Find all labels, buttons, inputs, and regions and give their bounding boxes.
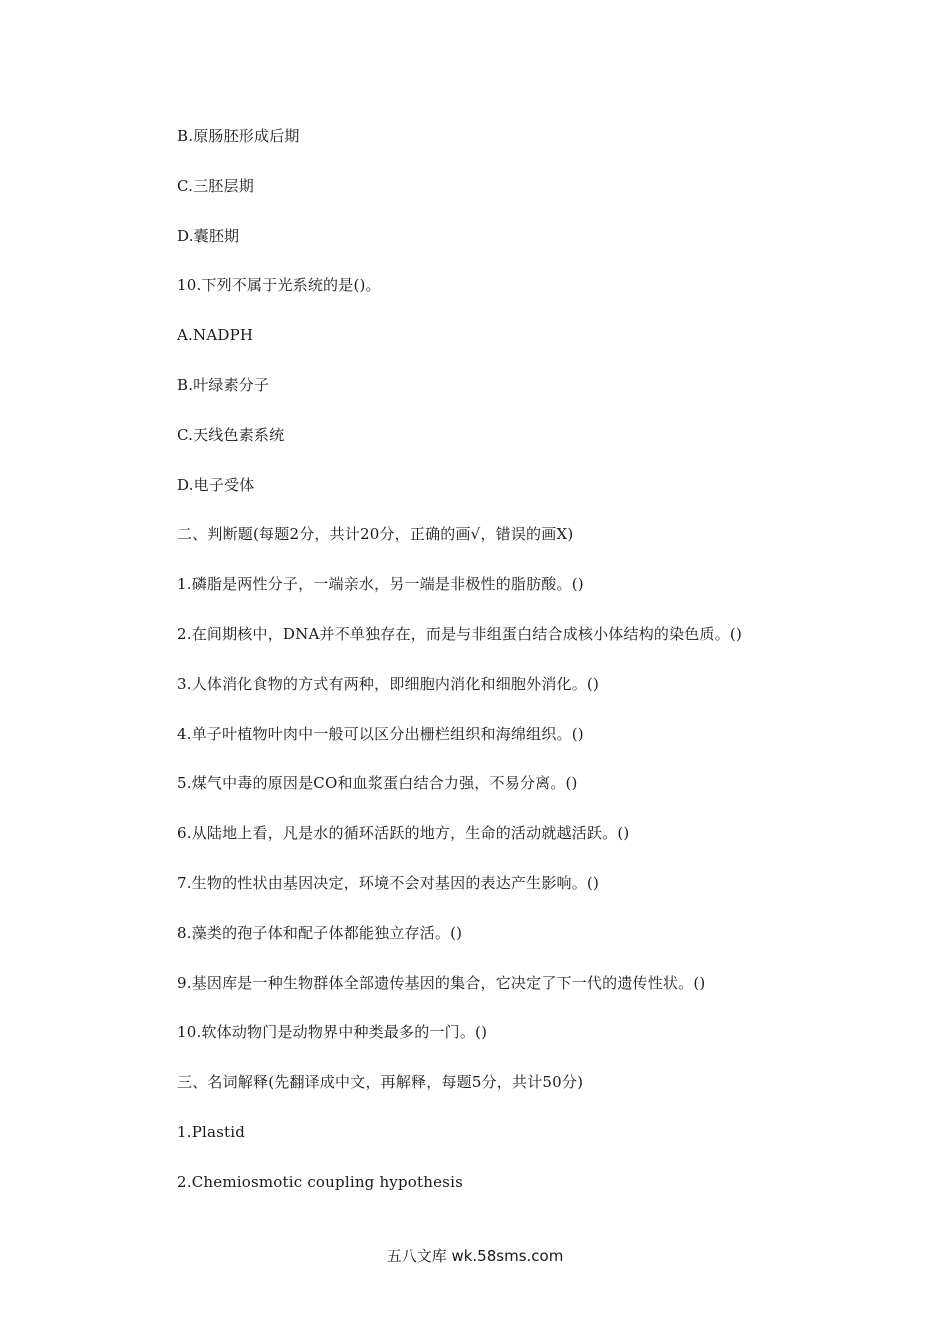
tf-question-1: 1.磷脂是两性分子，一端亲水，另一端是非极性的脂肪酸。() (177, 575, 584, 594)
option-d-electron-acceptor: D.电子受体 (177, 475, 255, 494)
tf-question-6: 6.从陆地上看，凡是水的循环活跃的地方，生命的活动就越活跃。() (177, 824, 630, 843)
footer-watermark: 五八文库 wk.58sms.com (386, 1247, 564, 1265)
document-body (177, 124, 877, 1220)
question-10: 10.下列不属于光系统的是()。 (177, 276, 381, 295)
section-heading-true-false: 二、判断题(每题2分，共计20分，正确的画√，错误的画X) (177, 525, 574, 544)
term-2-chemiosmotic: 2.Chemiosmotic coupling hypothesis (177, 1172, 463, 1191)
tf-question-9: 9.基因库是一种生物群体全部遗传基因的集合，它决定了下一代的遗传性状。() (177, 973, 706, 992)
option-c-antenna-pigment: C.天线色素系统 (177, 425, 285, 444)
tf-question-10: 10.软体动物门是动物界中种类最多的一门。() (177, 1023, 488, 1042)
section-heading-terms: 三、名词解释(先翻译成中文，再解释，每题5分，共计50分) (177, 1073, 584, 1092)
option-c-three-germ-layer: C.三胚层期 (177, 176, 254, 195)
term-1-plastid: 1.Plastid (177, 1122, 246, 1141)
option-a-nadph: A.NADPH (177, 326, 254, 345)
tf-question-2: 2.在间期核中，DNA并不单独存在，而是与非组蛋白结合成核小体结构的染色质。() (177, 624, 743, 643)
tf-question-5: 5.煤气中毒的原因是CO和血浆蛋白结合力强，不易分离。() (177, 774, 578, 793)
option-b-gastrula: B.原肠胚形成后期 (177, 127, 300, 145)
tf-question-3: 3.人体消化食物的方式有两种，即细胞内消化和细胞外消化。() (177, 674, 600, 693)
tf-question-4: 4.单子叶植物叶肉中一般可以区分出栅栏组织和海绵组织。() (177, 724, 584, 743)
option-b-chlorophyll: B.叶绿素分子 (177, 375, 270, 394)
tf-question-7: 7.生物的性状由基因决定，环境不会对基因的表达产生影响。() (177, 873, 600, 892)
option-d-blastula: D.囊胚期 (177, 226, 240, 245)
tf-question-8: 8.藻类的孢子体和配子体都能独立存活。() (177, 923, 463, 942)
